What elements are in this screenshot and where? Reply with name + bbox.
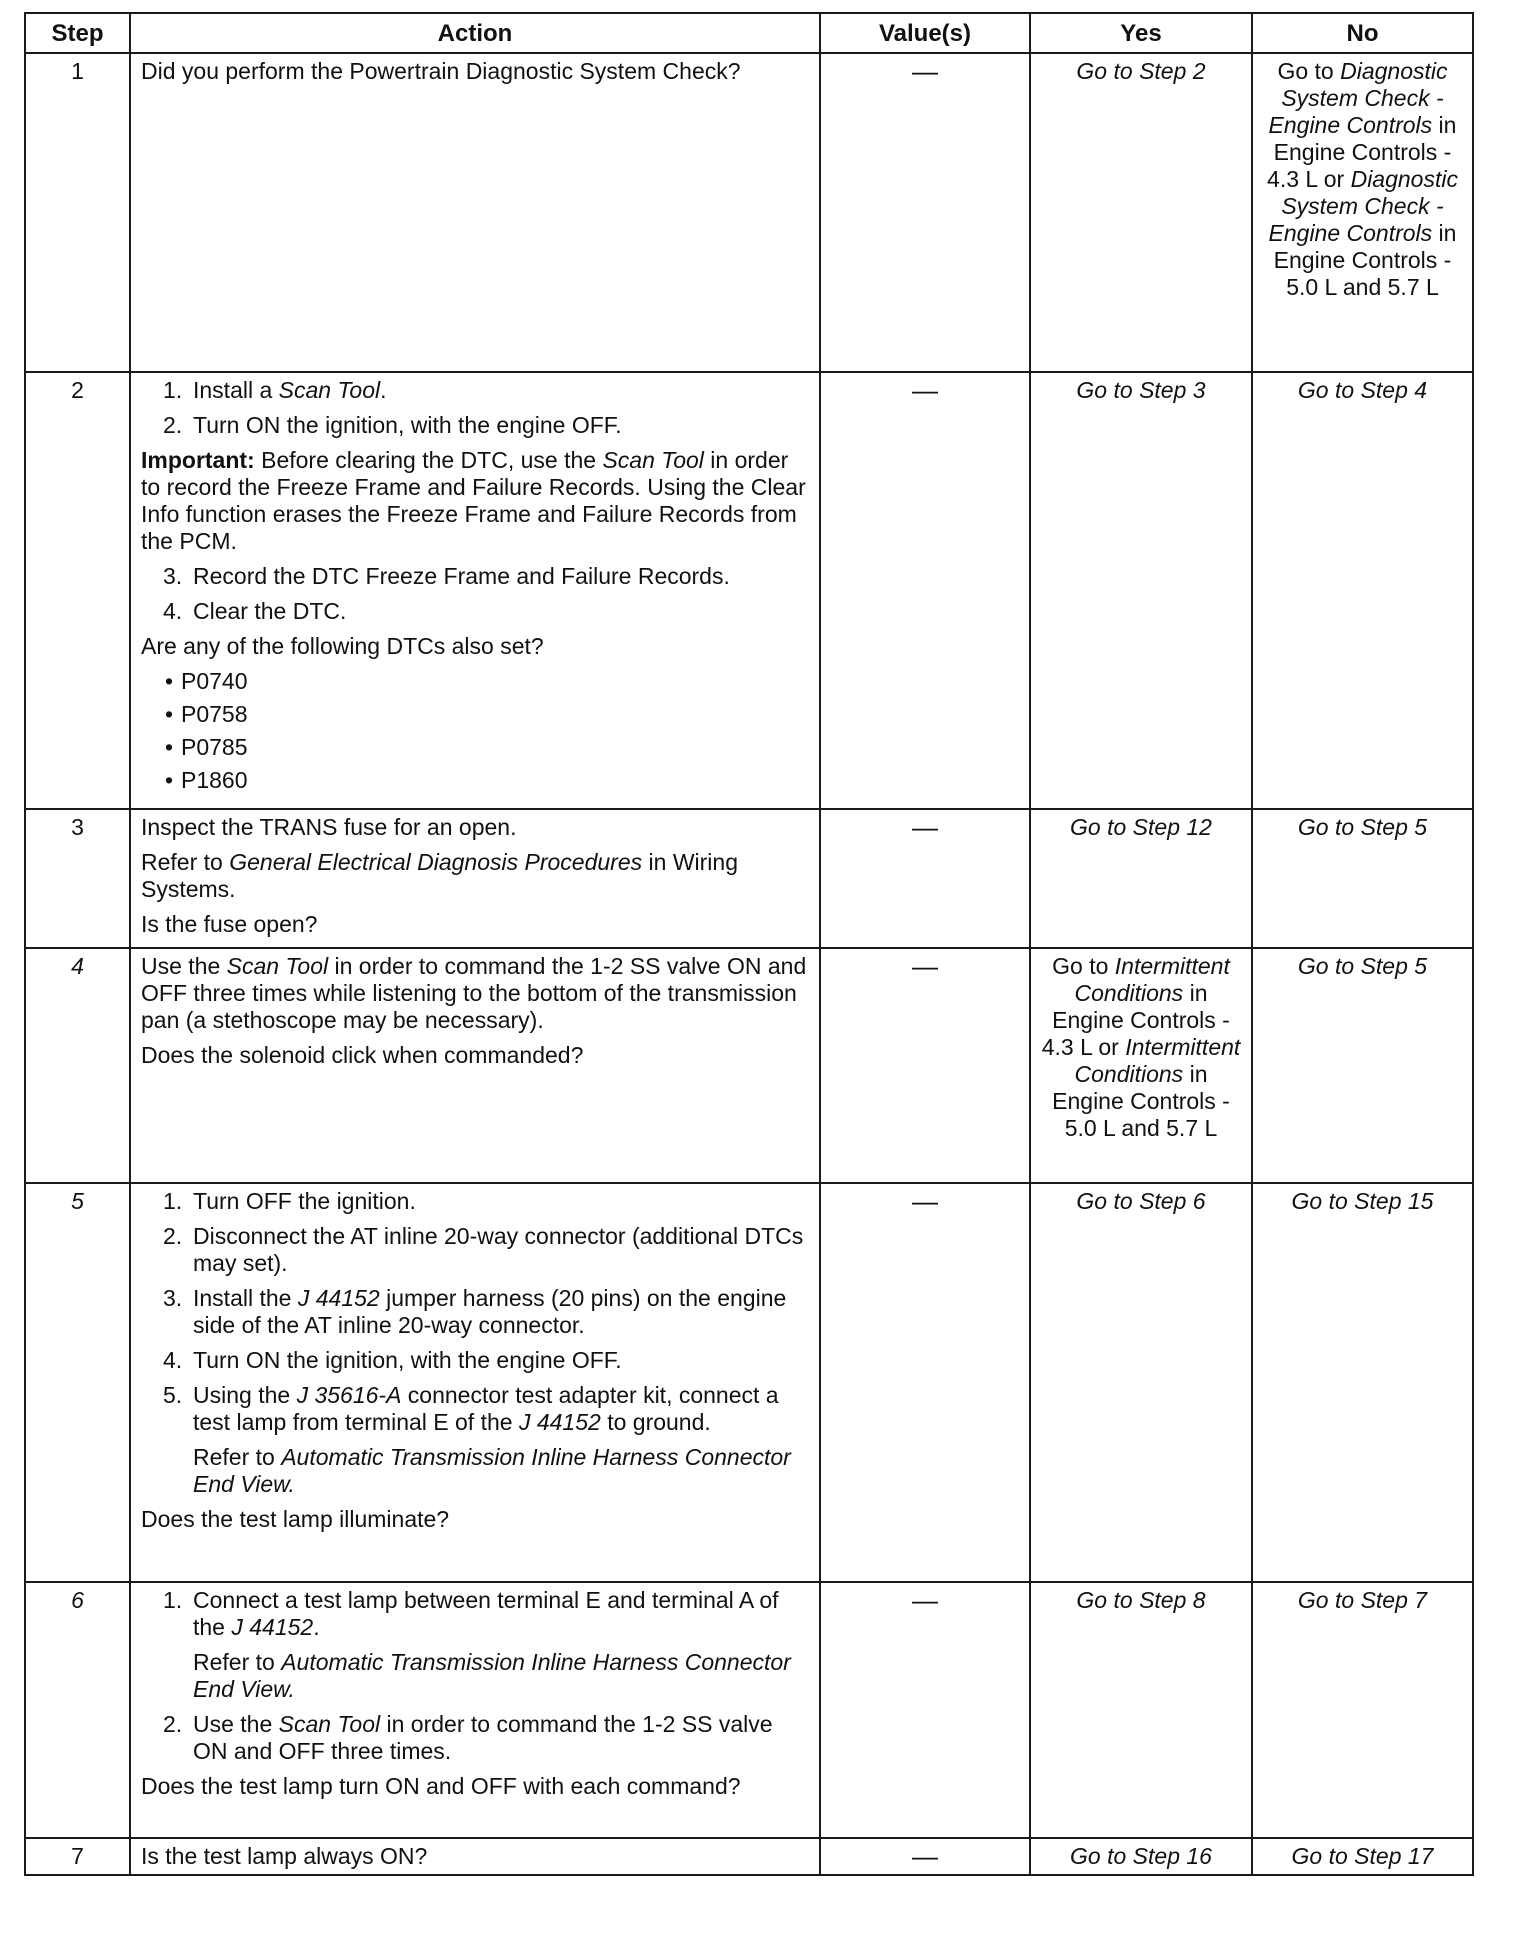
important-note xyxy=(141,447,809,555)
item-text: . xyxy=(380,377,387,403)
action-text xyxy=(141,953,809,1034)
item-number: 1. xyxy=(163,1188,183,1214)
bullet-icon: • xyxy=(165,701,174,727)
no-text: Go to xyxy=(1277,58,1341,84)
refer-note xyxy=(141,1649,809,1703)
header-no: No xyxy=(1252,13,1473,53)
action-text: Scan Tool xyxy=(226,953,329,979)
no-cell xyxy=(1252,53,1473,372)
item-text: Turn OFF the ignition. xyxy=(193,1188,416,1214)
numbered-item xyxy=(141,1382,809,1436)
question-text: Does the test lamp turn ON and OFF with each command? xyxy=(141,1773,741,1799)
no-cell: Go to Step 4 xyxy=(1252,372,1473,809)
action-cell xyxy=(130,53,820,372)
yes-text: Go to xyxy=(1052,953,1115,979)
value-cell: — xyxy=(820,372,1030,809)
step-number: 7 xyxy=(25,1838,130,1875)
table-row xyxy=(25,1183,1473,1582)
dtc-code: P0740 xyxy=(181,668,248,694)
action-cell xyxy=(130,372,820,809)
yes-cell xyxy=(1030,948,1252,1183)
value-cell: — xyxy=(820,1582,1030,1838)
note-text: Scan Tool xyxy=(602,447,704,473)
yes-link: Intermittent Conditions xyxy=(1074,1034,1241,1087)
numbered-item xyxy=(141,1347,809,1374)
yes-cell: Go to Step 2 xyxy=(1030,53,1252,372)
item-text: in order to command the 1-2 SS valve ON and OFF three times. xyxy=(193,1711,773,1764)
item-number: 2. xyxy=(163,1223,183,1249)
numbered-item xyxy=(141,1711,809,1765)
action-cell xyxy=(130,1183,820,1582)
table-row xyxy=(25,1582,1473,1838)
action-text: in Wiring Systems. xyxy=(141,849,738,902)
numbered-item xyxy=(141,1188,809,1215)
dtc-code: P0758 xyxy=(181,701,248,727)
yes-link: Intermittent Conditions xyxy=(1074,953,1230,1006)
item-number: 3. xyxy=(163,1285,183,1311)
header-action: Action xyxy=(130,13,820,53)
step-number: 6 xyxy=(25,1582,130,1838)
item-text: jumper harness (20 pins) on the engine side of the AT inline 20-way connector. xyxy=(193,1285,787,1338)
action-cell xyxy=(130,809,820,948)
table-row xyxy=(25,1838,1473,1875)
no-cell: Go to Step 5 xyxy=(1252,948,1473,1183)
header-values: Value(s) xyxy=(820,13,1030,53)
action-cell xyxy=(130,948,820,1183)
refer-text: . xyxy=(288,1471,295,1497)
bullet-icon: • xyxy=(165,734,174,760)
item-text: Install a xyxy=(193,377,279,403)
item-text: . xyxy=(313,1614,320,1640)
value-cell: — xyxy=(820,809,1030,948)
item-text: J 35616-A xyxy=(296,1382,402,1408)
action-cell xyxy=(130,1582,820,1838)
note-text: in order to record the Freeze Frame and Failure Records. Using the Clear Info function erases the Freeze Frame and Failure Records from the PCM. xyxy=(141,447,806,554)
table-row xyxy=(25,809,1473,948)
item-number: 2. xyxy=(163,412,183,438)
question-text: Are any of the following DTCs also set? xyxy=(141,633,544,659)
numbered-item xyxy=(141,563,809,590)
question-text: Is the test lamp always ON? xyxy=(141,1843,428,1869)
item-number: 2. xyxy=(163,1711,183,1737)
item-text: Connect a test lamp between terminal E and terminal A of the xyxy=(193,1587,779,1640)
question-text: Does the test lamp illuminate? xyxy=(141,1506,450,1532)
yes-cell: Go to Step 16 xyxy=(1030,1838,1252,1875)
item-number: 3. xyxy=(163,563,183,589)
yes-text: in Engine Controls - 4.3 L or xyxy=(1041,980,1230,1060)
value-cell: — xyxy=(820,1183,1030,1582)
no-link: Diagnostic System Check - Engine Controls xyxy=(1268,58,1448,138)
header-yes: Yes xyxy=(1030,13,1252,53)
action-text: Refer to xyxy=(141,849,230,875)
question-text: Is the fuse open? xyxy=(141,911,318,937)
dtc-item xyxy=(141,668,809,695)
yes-cell: Go to Step 6 xyxy=(1030,1183,1252,1582)
dtc-code: P0785 xyxy=(181,734,248,760)
numbered-item xyxy=(141,1223,809,1277)
no-text: in Engine Controls - 5.0 L and 5.7 L xyxy=(1273,220,1457,300)
refer-text: Refer to xyxy=(193,1444,282,1470)
no-cell: Go to Step 15 xyxy=(1252,1183,1473,1582)
numbered-item xyxy=(141,412,809,439)
item-text: connector test adapter kit, connect a test lamp from terminal E of the xyxy=(193,1382,779,1435)
item-number: 4. xyxy=(163,598,183,624)
action-text: Inspect the TRANS fuse for an open. xyxy=(141,814,517,840)
bullet-icon: • xyxy=(165,767,174,793)
refer-note xyxy=(141,1444,809,1498)
action-text: Use the xyxy=(141,953,227,979)
no-cell: Go to Step 5 xyxy=(1252,809,1473,948)
numbered-item xyxy=(141,1587,809,1641)
refer-link: Automatic Transmission Inline Harness Connector End View xyxy=(193,1444,791,1497)
header-step: Step xyxy=(25,13,130,53)
item-text: Scan Tool xyxy=(278,377,381,403)
bullet-icon: • xyxy=(165,668,174,694)
action-text: in order to command the 1-2 SS valve ON and OFF three times while listening to the bottom of the transmission pan (a stethoscope may be necessary). xyxy=(141,953,807,1033)
refer-text: . xyxy=(288,1676,295,1702)
table-row xyxy=(25,372,1473,809)
action-text xyxy=(141,849,809,903)
value-cell: — xyxy=(820,1838,1030,1875)
item-number: 1. xyxy=(163,1587,183,1613)
item-text: J 44152 xyxy=(297,1285,380,1311)
action-text: Did you perform the Powertrain Diagnostic System Check? xyxy=(141,58,741,84)
step-number: 2 xyxy=(25,372,130,809)
item-text: Use the xyxy=(193,1711,279,1737)
table-row xyxy=(25,53,1473,372)
dtc-item xyxy=(141,701,809,728)
refer-text: Refer to xyxy=(193,1649,282,1675)
yes-text: in Engine Controls - 5.0 L and 5.7 L xyxy=(1052,1061,1230,1141)
no-cell: Go to Step 17 xyxy=(1252,1838,1473,1875)
item-text: Clear the DTC. xyxy=(193,598,347,624)
item-text: Disconnect the AT inline 20-way connector (additional DTCs may set). xyxy=(193,1223,804,1276)
action-cell xyxy=(130,1838,820,1875)
note-text: Before clearing the DTC, use the xyxy=(254,447,603,473)
item-number: 4. xyxy=(163,1347,183,1373)
item-text: Install the xyxy=(193,1285,298,1311)
yes-cell: Go to Step 8 xyxy=(1030,1582,1252,1838)
value-cell: — xyxy=(820,53,1030,372)
refer-link: Automatic Transmission Inline Harness Connector End View xyxy=(193,1649,791,1702)
item-text: to ground. xyxy=(600,1409,711,1435)
important-label: Important: xyxy=(141,447,255,473)
numbered-item xyxy=(141,377,809,404)
item-number: 1. xyxy=(163,377,183,403)
item-text: Record the DTC Freeze Frame and Failure Records. xyxy=(193,563,730,589)
numbered-item xyxy=(141,598,809,625)
step-number: 4 xyxy=(25,948,130,1183)
no-cell: Go to Step 7 xyxy=(1252,1582,1473,1838)
table-row xyxy=(25,948,1473,1183)
diagnostic-table xyxy=(24,12,1474,1876)
numbered-item xyxy=(141,1285,809,1339)
step-number: 3 xyxy=(25,809,130,948)
no-link: Diagnostic System Check - Engine Controls xyxy=(1268,166,1458,246)
item-text: Using the xyxy=(193,1382,297,1408)
item-number: 5. xyxy=(163,1382,183,1408)
yes-cell: Go to Step 3 xyxy=(1030,372,1252,809)
question-text: Does the solenoid click when commanded? xyxy=(141,1042,584,1068)
item-text: Turn ON the ignition, with the engine OFF. xyxy=(193,1347,622,1373)
dtc-item xyxy=(141,767,809,794)
no-text: in Engine Controls - 4.3 L or xyxy=(1267,112,1457,192)
item-text: J 44152 xyxy=(231,1614,314,1640)
item-text: J 44152 xyxy=(518,1409,601,1435)
value-cell: — xyxy=(820,948,1030,1183)
dtc-item xyxy=(141,734,809,761)
header-row xyxy=(25,13,1473,53)
item-text: Scan Tool xyxy=(278,1711,381,1737)
item-text: Turn ON the ignition, with the engine OFF. xyxy=(193,412,622,438)
yes-cell: Go to Step 12 xyxy=(1030,809,1252,948)
action-link: General Electrical Diagnosis Procedures xyxy=(229,849,643,875)
step-number: 1 xyxy=(25,53,130,372)
dtc-code: P1860 xyxy=(181,767,248,793)
step-number: 5 xyxy=(25,1183,130,1582)
